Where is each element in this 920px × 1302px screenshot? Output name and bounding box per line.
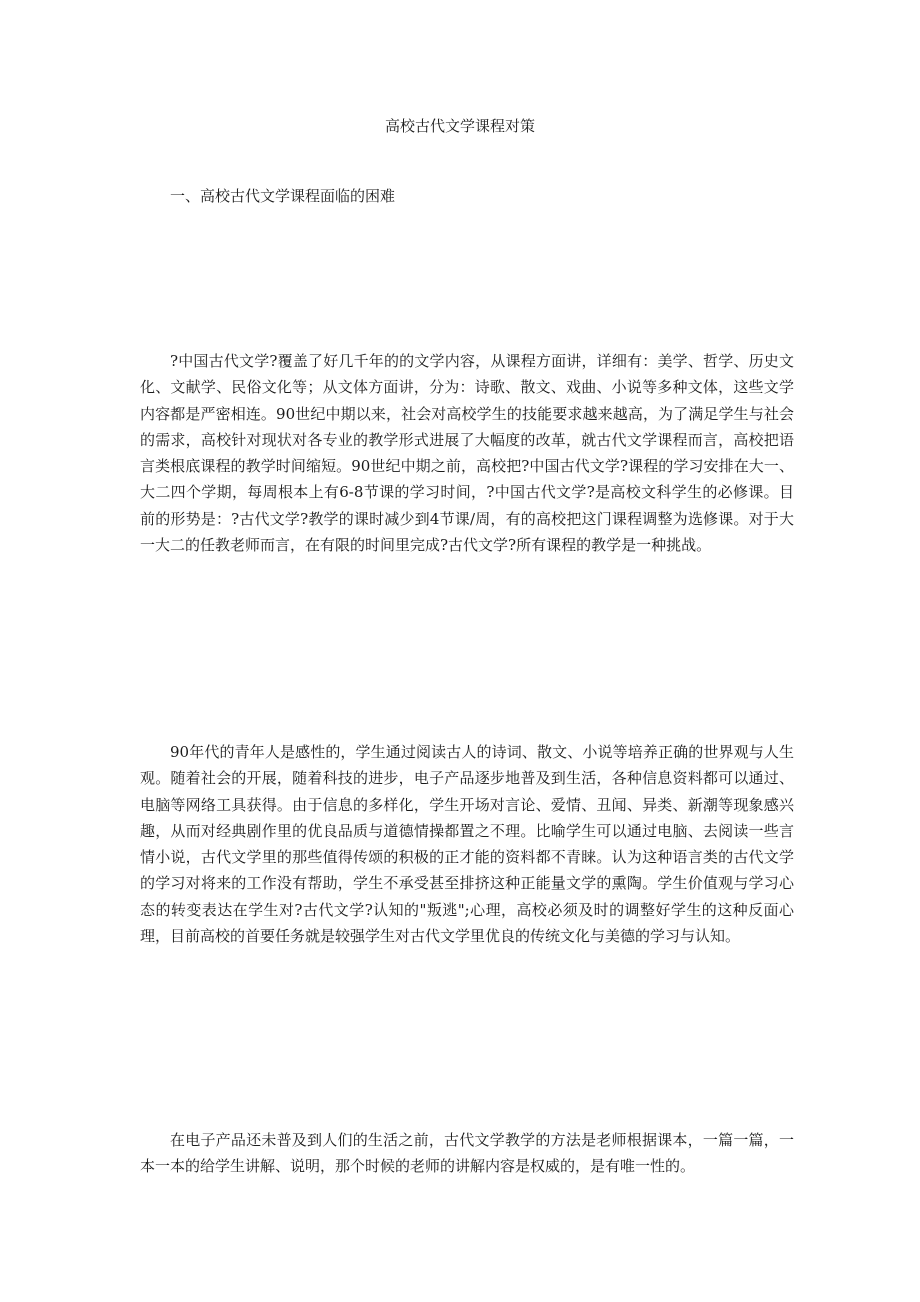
section-heading: 一、高校古代文学课程面临的困难 [170, 187, 396, 205]
paragraph-1: ?中国古代文学?覆盖了好几千年的的文学内容，从课程方面讲，详细有：美学、哲学、历史文化、文献学、民俗文化等；从文体方面讲，分为：诗歌、散文、戏曲、小说等多种文体，这些文学内容都是严密相连。90世纪中期以来，社会对高校学生的技能要求越来越高，为了满足学生与社会的需求，高校针对现状对各专业的教学形式进展了大幅度的改革，就古代文学课程而言，高校把语言类根底课程的教学时间缩短。90世纪中期之前，高校把?中国古代文学?课程的学习安排在大一、大二四个学期，每周根本上有6-8节课的学习时间，?中国古代文学?是高校文科学生的必修课。目前的形势是：?古代文学?教学的课时减少到4节课/周，有的高校把这门课程调整为选修课。对于大一大二的任教老师而言，在有限的时间里完成?古代文学?所有课程的教学是一种挑战。 [140, 352, 794, 555]
paragraph-2: 90年代的青年人是感性的，学生通过阅读古人的诗词、散文、小说等培养正确的世界观与人生观。随着社会的开展，随着科技的进步，电子产品逐步地普及到生活，各种信息资料都可以通过、电脑等网络工具获得。由于信息的多样化，学生开场对言论、爱情、丑闻、异类、新潮等现象感兴趣，从而对经典剧作里的优良品质与道德情操都置之不理。比喻学生可以通过电脑、去阅读一些言情小说，古代文学里的那些值得传颂的积极的正才能的资料都不青睐。认为这种语言类的古代文学的学习对将来的工作没有帮助，学生不承受甚至排挤这种正能量文学的熏陶。学生价值观与学习心态的转变表达在学生对?古代文学?认知的"叛逃";心理，高校必须及时的调整好学生的这种反面心理，目前高校的首要任务就是较强学生对古代文学里优良的传统文化与美德的学习与认知。 [140, 743, 794, 946]
paragraph-3: 在电子产品还未普及到人们的生活之前，古代文学教学的方法是老师根据课本，一篇一篇，一本一本的给学生讲解、说明，那个时候的老师的讲解内容是权威的，是有唯一性的。 [140, 1131, 794, 1176]
document-title: 高校古代文学课程对策 [384, 117, 535, 135]
